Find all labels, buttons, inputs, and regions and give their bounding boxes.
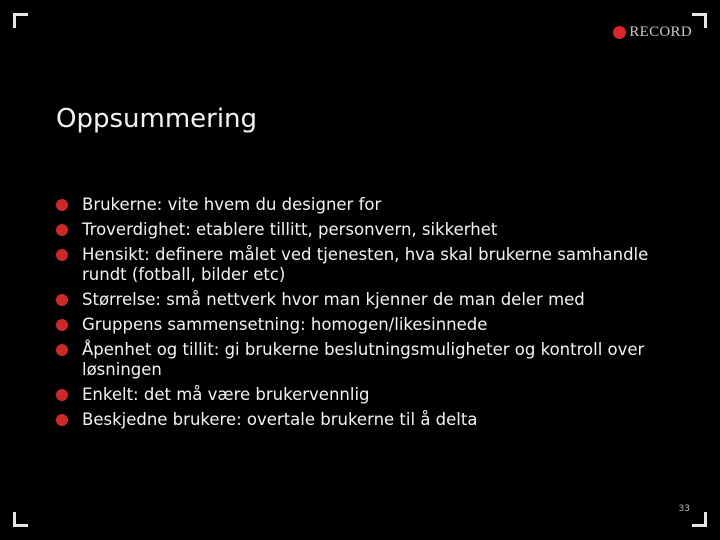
bullet-item <box>56 195 696 215</box>
bullet-text: Størrelse: små nettverk hvor man kjenner de man deler med <box>82 290 585 309</box>
bullet-dot-icon <box>56 224 68 236</box>
bullet-dot-icon <box>56 414 68 426</box>
bullet-text: Åpenhet og tillit: gi brukerne beslutningsmuligheter og kontroll over løsningen <box>82 340 645 379</box>
bullet-item <box>56 290 696 310</box>
bullet-text: Hensikt: definere målet ved tjenesten, hva skal brukerne samhandle rundt (fotball, bilder etc) <box>82 245 649 284</box>
bullet-item <box>56 340 696 380</box>
bullet-dot-icon <box>56 199 68 211</box>
corner-mark-top-right <box>692 13 707 28</box>
record-logo <box>613 24 692 41</box>
bullet-list <box>56 195 696 435</box>
bullet-dot-icon <box>56 319 68 331</box>
bullet-item <box>56 385 696 405</box>
bullet-dot-icon <box>56 249 68 261</box>
bullet-text: Gruppens sammensetning: homogen/likesinnede <box>82 315 488 334</box>
page-number: 33 <box>678 504 690 514</box>
slide-title: Oppsummering <box>56 104 258 134</box>
corner-mark-bottom-left <box>13 512 28 527</box>
corner-mark-top-left <box>13 13 28 28</box>
bullet-text: Enkelt: det må være brukervennlig <box>82 385 370 404</box>
logo-dot-icon <box>613 26 626 39</box>
bullet-item <box>56 315 696 335</box>
bullet-item <box>56 245 696 285</box>
bullet-text: Brukerne: vite hvem du designer for <box>82 195 382 214</box>
logo-text: RECORD <box>629 24 692 40</box>
corner-mark-bottom-right <box>692 512 707 527</box>
bullet-dot-icon <box>56 344 68 356</box>
bullet-text: Beskjedne brukere: overtale brukerne til å delta <box>82 410 478 429</box>
bullet-text: Troverdighet: etablere tillitt, personvern, sikkerhet <box>82 220 498 239</box>
bullet-dot-icon <box>56 294 68 306</box>
bullet-item <box>56 220 696 240</box>
bullet-item <box>56 410 696 430</box>
bullet-dot-icon <box>56 389 68 401</box>
